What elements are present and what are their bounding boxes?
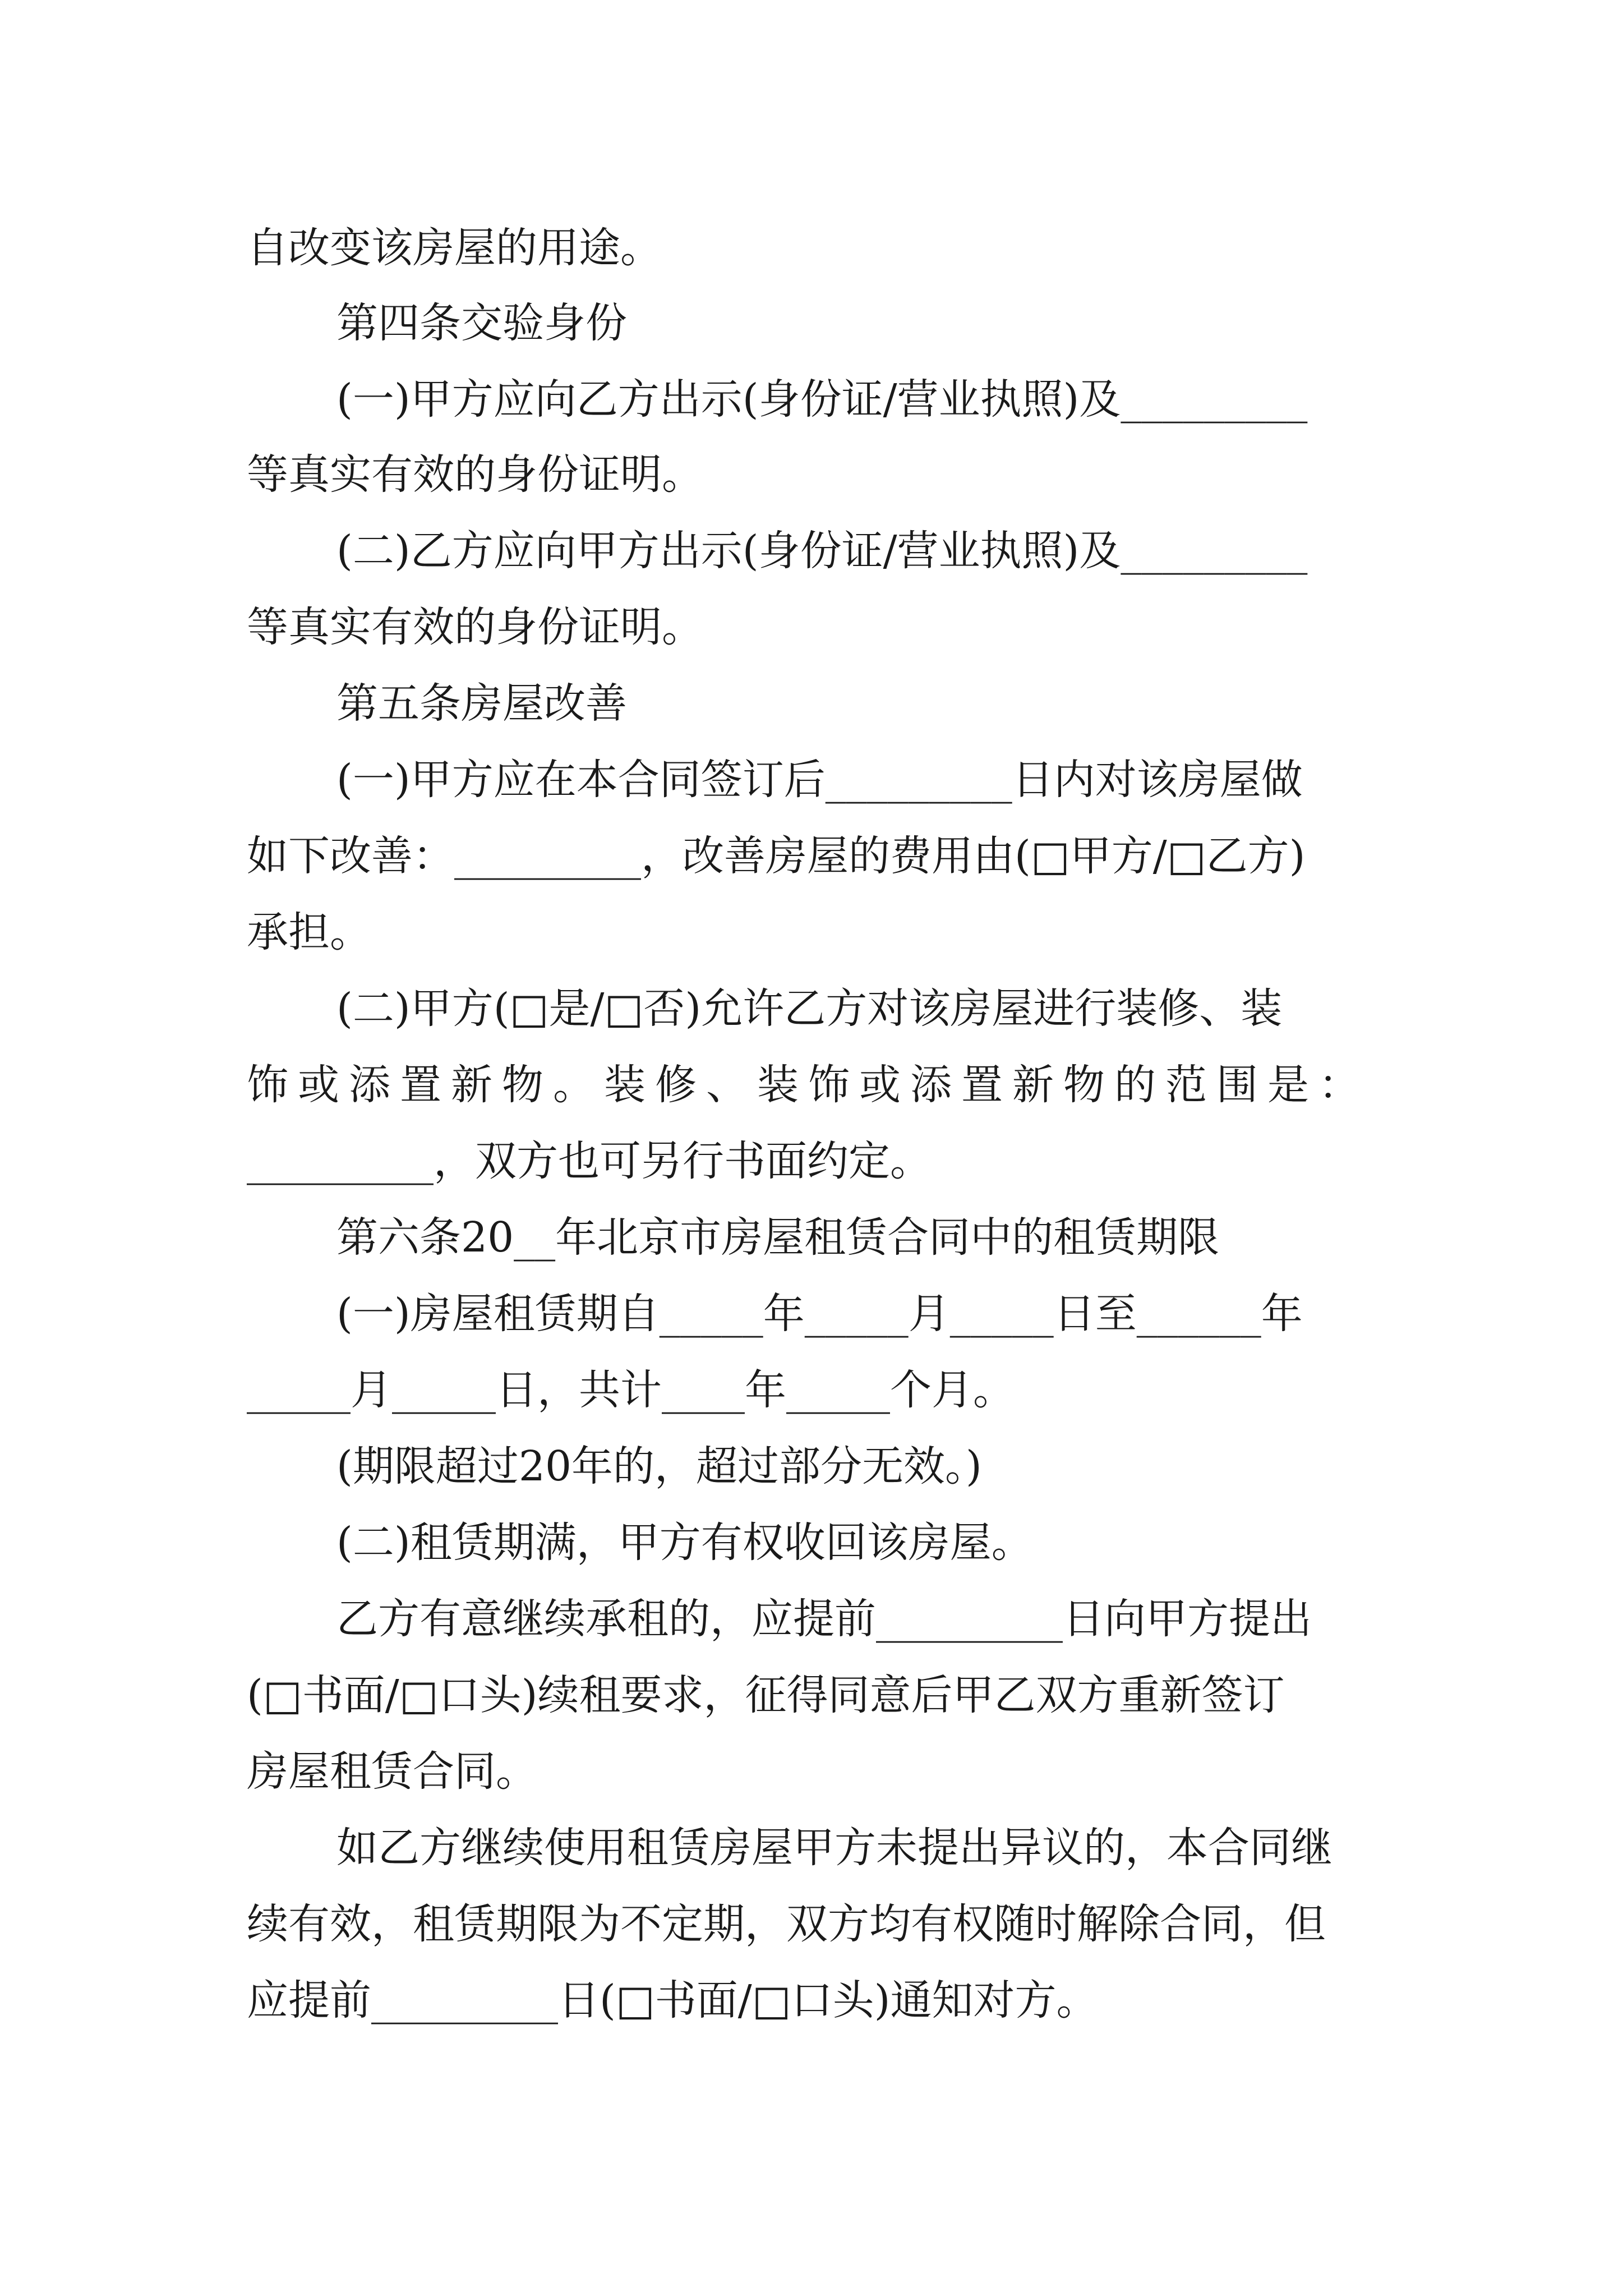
text-line: 等真实有效的身份证明。: [247, 450, 703, 499]
text-line: (二)甲方(□是/□否)允许乙方对该房屋进行装修、装: [336, 984, 1283, 1033]
text-line: _____月_____日，共计____年_____个月。: [247, 1366, 1015, 1414]
text-line: 应提前_________日(□书面/□口头)通知对方。: [247, 1976, 1098, 2024]
text-line: 乙方有意继续承租的，应提前_________日向甲方提出: [336, 1595, 1312, 1643]
text-line: 自改变该房屋的用途。: [247, 224, 662, 272]
text-line: 等真实有效的身份证明。: [247, 603, 703, 651]
text-line: (期限超过20年的，超过部分无效。): [336, 1442, 982, 1490]
text-line: (二)租赁期满，甲方有权收回该房屋。: [336, 1519, 1033, 1567]
text-line: (二)乙方应向甲方出示(身份证/营业执照)及_________: [336, 527, 1308, 575]
text-line: _________，双方也可另行书面约定。: [247, 1137, 932, 1185]
text-line: 承担。: [247, 908, 371, 956]
text-line: 房屋租赁合同。: [247, 1747, 537, 1796]
article-heading: 第五条房屋改善: [336, 679, 627, 728]
article-heading: 第六条20__年北京市房屋租赁合同中的租赁期限: [336, 1213, 1220, 1262]
text-line: 如乙方继续使用租赁房屋甲方未提出异议的，本合同继: [336, 1824, 1332, 1872]
text-line: 饰或添置新物。装修、装饰或添置新物的范围是：: [247, 1061, 1370, 1109]
article-heading: 第四条交验身份: [336, 299, 627, 347]
text-line: (一)甲方应在本合同签订后_________日内对该房屋做: [336, 756, 1303, 804]
text-line: (□书面/□口头)续租要求，征得同意后甲乙双方重新签订: [247, 1671, 1285, 1719]
text-line: (一)房屋租赁期自_____年_____月_____日至______年: [336, 1290, 1303, 1338]
text-line: 如下改善：_________，改善房屋的费用由(□甲方/□乙方): [247, 832, 1306, 880]
text-line: (一)甲方应向乙方出示(身份证/营业执照)及_________: [336, 375, 1308, 424]
text-line: 续有效，租赁期限为不定期，双方均有权随时解除合同，但: [247, 1900, 1326, 1948]
